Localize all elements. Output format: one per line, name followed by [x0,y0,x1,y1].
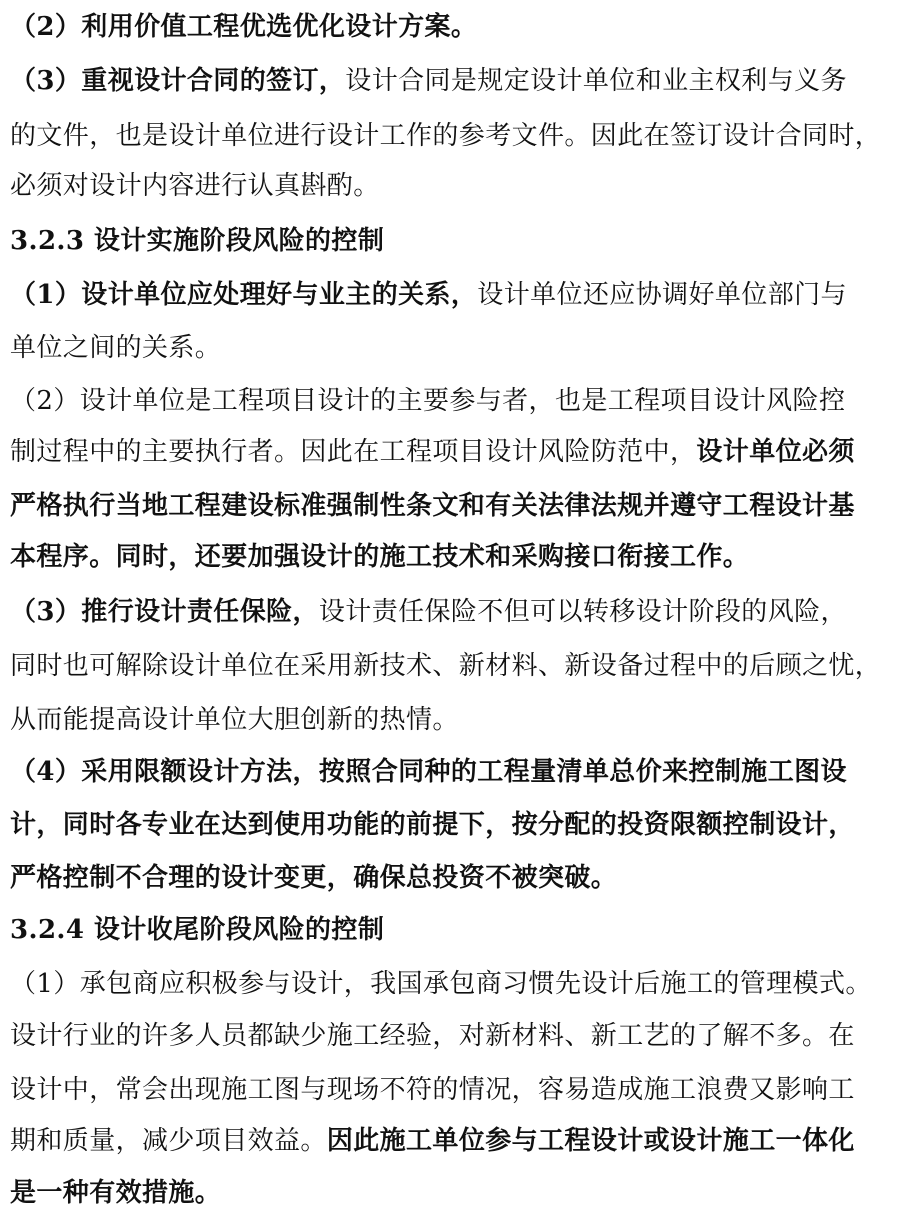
text-line: 的文件，也是设计单位进行设计工作的参考文件。因此在签订设计合同时， [10,121,882,151]
text-line: （4）采用限额设计方法，按照合同种的工程量清单总价来控制施工图设 [10,757,847,787]
text-line: 设计中，常会出现施工图与现场不符的情况，容易造成施工浪费又影响工 [10,1075,855,1105]
text-line: 同时也可解除设计单位在采用新技术、新材料、新设备过程中的后顾之忧， [10,651,882,681]
text-line: （2）设计单位是工程项目设计的主要参与者，也是工程项目设计风险控 [10,386,846,416]
section-heading-3-2-3: 3.2.3 设计实施阶段风险的控制 [10,226,385,256]
text-line: 制过程中的主要执行者。因此在工程项目设计风险防范中，设计单位必须 [10,437,855,467]
text-line: 单位之间的关系。 [10,333,222,363]
text-line: 必须对设计内容进行认真斟酌。 [10,171,380,201]
text-line: 本程序。同时，还要加强设计的施工技术和采购接口衔接工作。 [10,542,750,572]
text-line: 期和质量，减少项目效益。因此施工单位参与工程设计或设计施工一体化 [10,1126,855,1156]
text-line: 严格控制不合理的设计变更，确保总投资不被突破。 [10,863,618,893]
text-line: （3）推行设计责任保险，设计责任保险不但可以转移设计阶段的风险， [10,597,847,627]
text-line: 从而能提高设计单位大胆创新的热情。 [10,705,459,735]
text-line: （3）重视设计合同的签订，设计合同是规定设计单位和业主权利与义务 [10,66,847,96]
section-heading-3-2-4: 3.2.4 设计收尾阶段风险的控制 [10,915,385,945]
text-line: （1）设计单位应处理好与业主的关系，设计单位还应协调好单位部门与 [10,280,847,310]
text-line: （2）利用价值工程优选优化设计方案。 [10,12,478,42]
text-line: 严格执行当地工程建设标准强制性条文和有关法律法规并遵守工程设计基 [10,491,855,521]
text-line: 是一种有效措施。 [10,1178,222,1208]
text-line: 计，同时各专业在达到使用功能的前提下，按分配的投资限额控制设计， [10,810,855,840]
text-line: （1）承包商应积极参与设计，我国承包商习惯先设计后施工的管理模式。 [10,969,872,999]
text-line: 设计行业的许多人员都缺少施工经验，对新材料、新工艺的了解不多。在 [10,1021,855,1051]
